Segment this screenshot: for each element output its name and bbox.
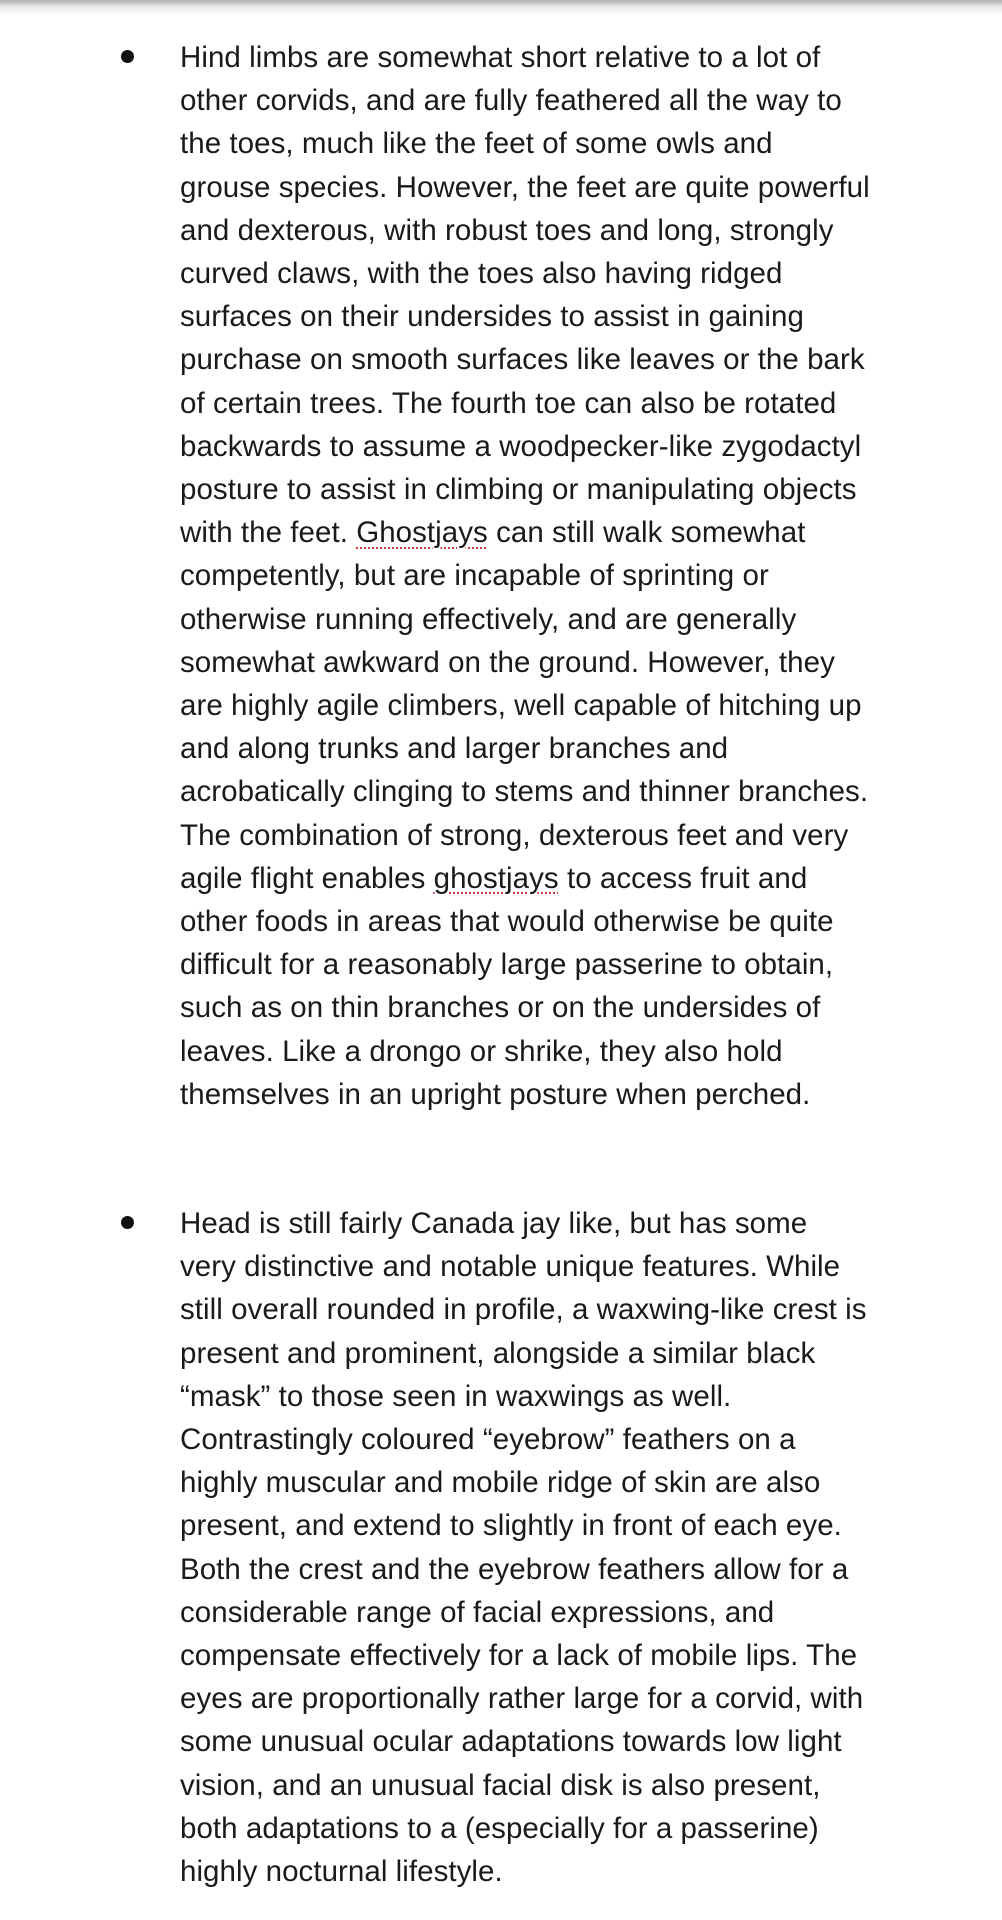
text-line: vision, and an unusual facial disk is also present,	[180, 1768, 821, 1802]
text-line: Head is still fairly Canada jay like, but has some	[180, 1207, 808, 1240]
top-edge-shadow	[0, 0, 1002, 14]
text-line: such as on thin branches or on the undersides of	[180, 991, 821, 1025]
text-line: Contrastingly coloured “eyebrow” feathers on a	[180, 1423, 796, 1457]
text-line: Hind limbs are somewhat short relative to a lot of	[180, 41, 821, 74]
bullet-paragraph[interactable]	[180, 36, 960, 1116]
text-line: The combination of strong, dexterous feet and very	[180, 818, 849, 852]
text-segment: agile flight enables	[180, 861, 434, 895]
text-line: Both the crest and the eyebrow feathers allow for a	[180, 1552, 849, 1586]
text-line: otherwise running effectively, and are generally	[180, 602, 797, 636]
text-line: backwards to assume a woodpecker-like zygodactyl	[180, 429, 862, 463]
text-line	[180, 857, 960, 900]
text-line: posture to assist in climbing or manipulating objects	[180, 473, 857, 507]
text-line: curved claws, with the toes also having ridged	[180, 257, 783, 291]
text-line: competently, but are incapable of sprinting or	[180, 559, 769, 593]
text-line: highly nocturnal lifestyle.	[180, 1855, 503, 1889]
text-line: considerable range of facial expressions, and	[180, 1595, 775, 1629]
text-line: are highly agile climbers, well capable of hitching up	[180, 689, 862, 723]
text-line: eyes are proportionally rather large for a corvid, with	[180, 1682, 864, 1716]
spellcheck-flagged-word: Ghostjays	[356, 516, 488, 550]
text-line: “mask” to those seen in waxwings as well.	[180, 1379, 732, 1413]
text-line: surfaces on their undersides to assist in gaining	[180, 300, 804, 334]
text-line: acrobatically clinging to stems and thinner branches.	[180, 775, 869, 809]
text-line: and along trunks and larger branches and	[180, 732, 729, 766]
text-line: present, and extend to slightly in front of each eye.	[180, 1509, 842, 1543]
text-line: somewhat awkward on the ground. However, they	[180, 645, 835, 679]
text-line: difficult for a reasonably large passerine to obtain,	[180, 948, 834, 982]
text-line: very distinctive and notable unique features. While	[180, 1250, 841, 1284]
text-line: still overall rounded in profile, a waxwing-like crest is	[180, 1293, 867, 1327]
spellcheck-flagged-word: ghostjays	[433, 861, 559, 895]
text-line: other foods in areas that would otherwise be quite	[180, 905, 834, 939]
text-line: present and prominent, alongside a similar black	[180, 1336, 816, 1370]
text-line: themselves in an upright posture when perched.	[180, 1077, 811, 1111]
text-line: leaves. Like a drongo or shrike, they also hold	[180, 1034, 783, 1068]
text-segment: can still walk somewhat	[487, 516, 806, 550]
bullet-point-icon	[121, 50, 134, 63]
text-line: some unusual ocular adaptations towards low light	[180, 1725, 842, 1759]
bullet-point-icon	[121, 1216, 134, 1229]
text-segment: to access fruit and	[558, 861, 808, 895]
text-line: both adaptations to a (especially for a passerine)	[180, 1811, 819, 1845]
text-line: highly muscular and mobile ridge of skin are also	[180, 1466, 821, 1500]
text-line	[180, 511, 960, 554]
text-line: compensate effectively for a lack of mobile lips. The	[180, 1639, 858, 1673]
text-line: of certain trees. The fourth toe can also be rotated	[180, 386, 837, 420]
text-line: grouse species. However, the feet are quite powerful	[180, 170, 870, 204]
bullet-paragraph[interactable]	[180, 1202, 960, 1893]
text-line: other corvids, and are fully feathered all the way to	[180, 84, 842, 118]
text-line: the toes, much like the feet of some owls and	[180, 127, 773, 161]
text-line: and dexterous, with robust toes and long, strongly	[180, 213, 834, 247]
text-line: purchase on smooth surfaces like leaves or the bark	[180, 343, 865, 377]
text-segment: with the feet.	[180, 516, 357, 550]
